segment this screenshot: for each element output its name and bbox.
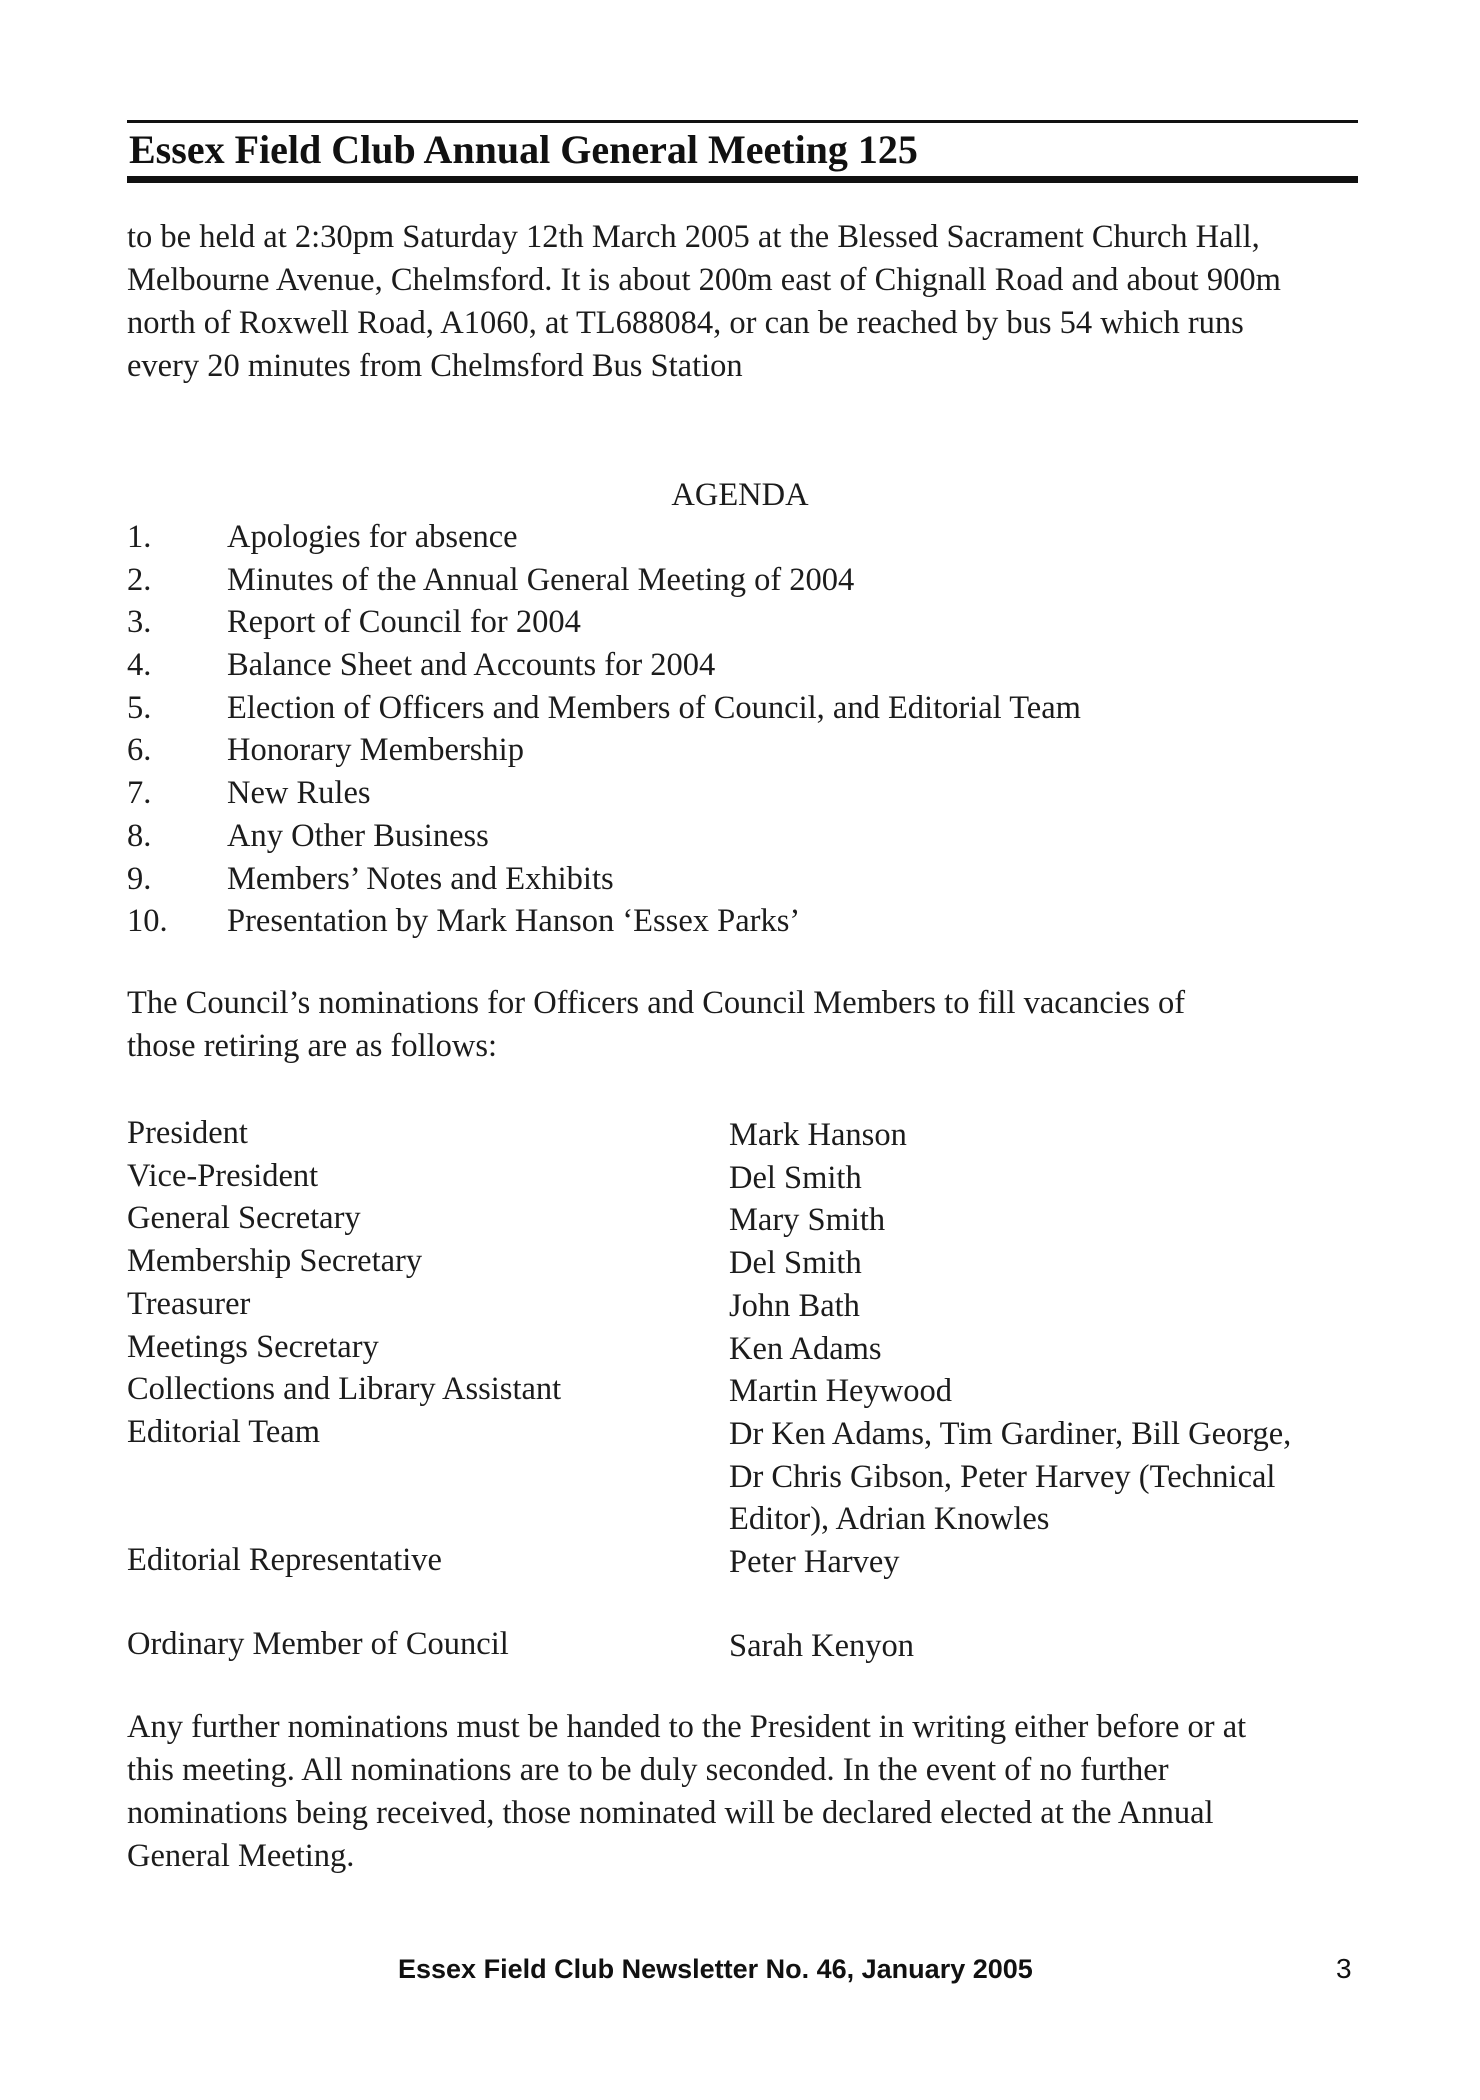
agenda-heading: AGENDA xyxy=(671,477,809,513)
agenda-item-text: Honorary Membership xyxy=(227,732,524,769)
agenda-item-number: 7. xyxy=(127,775,152,812)
agenda-item xyxy=(127,687,1327,730)
agenda-item-number: 8. xyxy=(127,817,152,854)
nominee-name: John Bath xyxy=(729,1287,860,1324)
agenda-item xyxy=(127,772,1327,815)
agenda-item-number: 5. xyxy=(127,689,152,726)
nomination-role: Treasurer xyxy=(127,1285,251,1322)
agenda-item-text: Balance Sheet and Accounts for 2004 xyxy=(227,647,716,684)
agenda-item-text: Members’ Notes and Exhibits xyxy=(227,860,614,897)
agenda-item-number: 4. xyxy=(127,647,152,684)
agenda-item xyxy=(127,601,1327,644)
nominee-name: Ken Adams xyxy=(729,1330,882,1367)
closing-line: this meeting. All nominations are to be duly seconded. In the event of no further xyxy=(127,1752,1169,1788)
title-bottom-rule xyxy=(127,176,1358,183)
intro-line: every 20 minutes from Chelmsford Bus Station xyxy=(127,348,743,384)
closing-line: Any further nominations must be handed to the President in writing either before or at xyxy=(127,1709,1247,1745)
nomination-role: Meetings Secretary xyxy=(127,1328,379,1365)
nomination-role: Ordinary Member of Council xyxy=(127,1626,509,1662)
closing-paragraph xyxy=(127,1706,1367,1878)
agenda-item xyxy=(127,644,1327,687)
agenda-item-number: 9. xyxy=(127,860,152,897)
intro-line: to be held at 2:30pm Saturday 12th March 2005 at the Blessed Sacrament Church Hall, xyxy=(127,219,1260,255)
nominations-intro-line: The Council’s nominations for Officers and Council Members to fill vacancies of xyxy=(127,985,1186,1021)
nominee-name: Sarah Kenyon xyxy=(729,1628,915,1664)
agenda-item xyxy=(127,516,1327,559)
nomination-role: General Secretary xyxy=(127,1200,361,1237)
nominations-intro xyxy=(127,982,1367,1068)
nominations-intro-line: those retiring are as follows: xyxy=(127,1028,498,1064)
agenda-list xyxy=(127,516,1327,943)
nominee-name: Dr Ken Adams, Tim Gardiner, Bill George, xyxy=(729,1415,1292,1452)
nomination-role: Collections and Library Assistant xyxy=(127,1371,562,1408)
agenda-item xyxy=(127,858,1327,901)
nominee-name: Editor), Adrian Knowles xyxy=(729,1501,1050,1538)
meeting-details xyxy=(127,216,1367,388)
closing-line: General Meeting. xyxy=(127,1838,355,1874)
agenda-item-text: New Rules xyxy=(227,775,371,812)
title-top-rule xyxy=(127,120,1358,123)
nominee-name: Del Smith xyxy=(729,1245,862,1282)
nomination-role: Vice-President xyxy=(127,1157,319,1194)
agenda-item-text: Report of Council for 2004 xyxy=(227,604,581,641)
nomination-role: Membership Secretary xyxy=(127,1243,423,1280)
agenda-item-text: Election of Officers and Members of Council, and Editorial Team xyxy=(227,689,1081,726)
agenda-item-number: 10. xyxy=(127,903,168,940)
nominee-name: Dr Chris Gibson, Peter Harvey (Technical xyxy=(729,1458,1276,1495)
closing-line: nominations being received, those nominated will be declared elected at the Annual xyxy=(127,1795,1214,1831)
agenda-item-text: Minutes of the Annual General Meeting of 2004 xyxy=(227,561,855,598)
page-title: Essex Field Club Annual General Meeting 125 xyxy=(129,127,918,172)
agenda-item xyxy=(127,559,1327,602)
nomination-role: Editorial Representative xyxy=(127,1542,442,1578)
agenda-item-number: 3. xyxy=(127,604,152,641)
agenda-item xyxy=(127,900,1327,943)
newsletter-footer: Essex Field Club Newsletter No. 46, January 2005 xyxy=(398,1954,1033,1984)
agenda-item-text: Any Other Business xyxy=(227,817,489,854)
page-number: 3 xyxy=(1336,1953,1352,1984)
agenda-item-text: Presentation by Mark Hanson ‘Essex Parks’ xyxy=(227,903,801,940)
agenda-item-number: 1. xyxy=(127,519,152,555)
nomination-role: President xyxy=(127,1115,248,1151)
nominee-name: Mark Hanson xyxy=(729,1117,907,1153)
nominee-name: Peter Harvey xyxy=(729,1544,900,1580)
intro-line: Melbourne Avenue, Chelmsford. It is about 200m east of Chignall Road and about 900m xyxy=(127,262,1281,298)
agenda-item xyxy=(127,729,1327,772)
nominee-name: Mary Smith xyxy=(729,1202,886,1239)
agenda-item-number: 6. xyxy=(127,732,152,769)
agenda-item-text: Apologies for absence xyxy=(227,519,518,555)
agenda-item-number: 2. xyxy=(127,561,152,598)
nominee-name: Del Smith xyxy=(729,1159,862,1196)
intro-line: north of Roxwell Road, A1060, at TL688084, or can be reached by bus 54 which runs xyxy=(127,305,1244,341)
nomination-role: Editorial Team xyxy=(127,1413,320,1450)
nominee-name: Martin Heywood xyxy=(729,1373,952,1410)
agenda-item xyxy=(127,815,1327,858)
